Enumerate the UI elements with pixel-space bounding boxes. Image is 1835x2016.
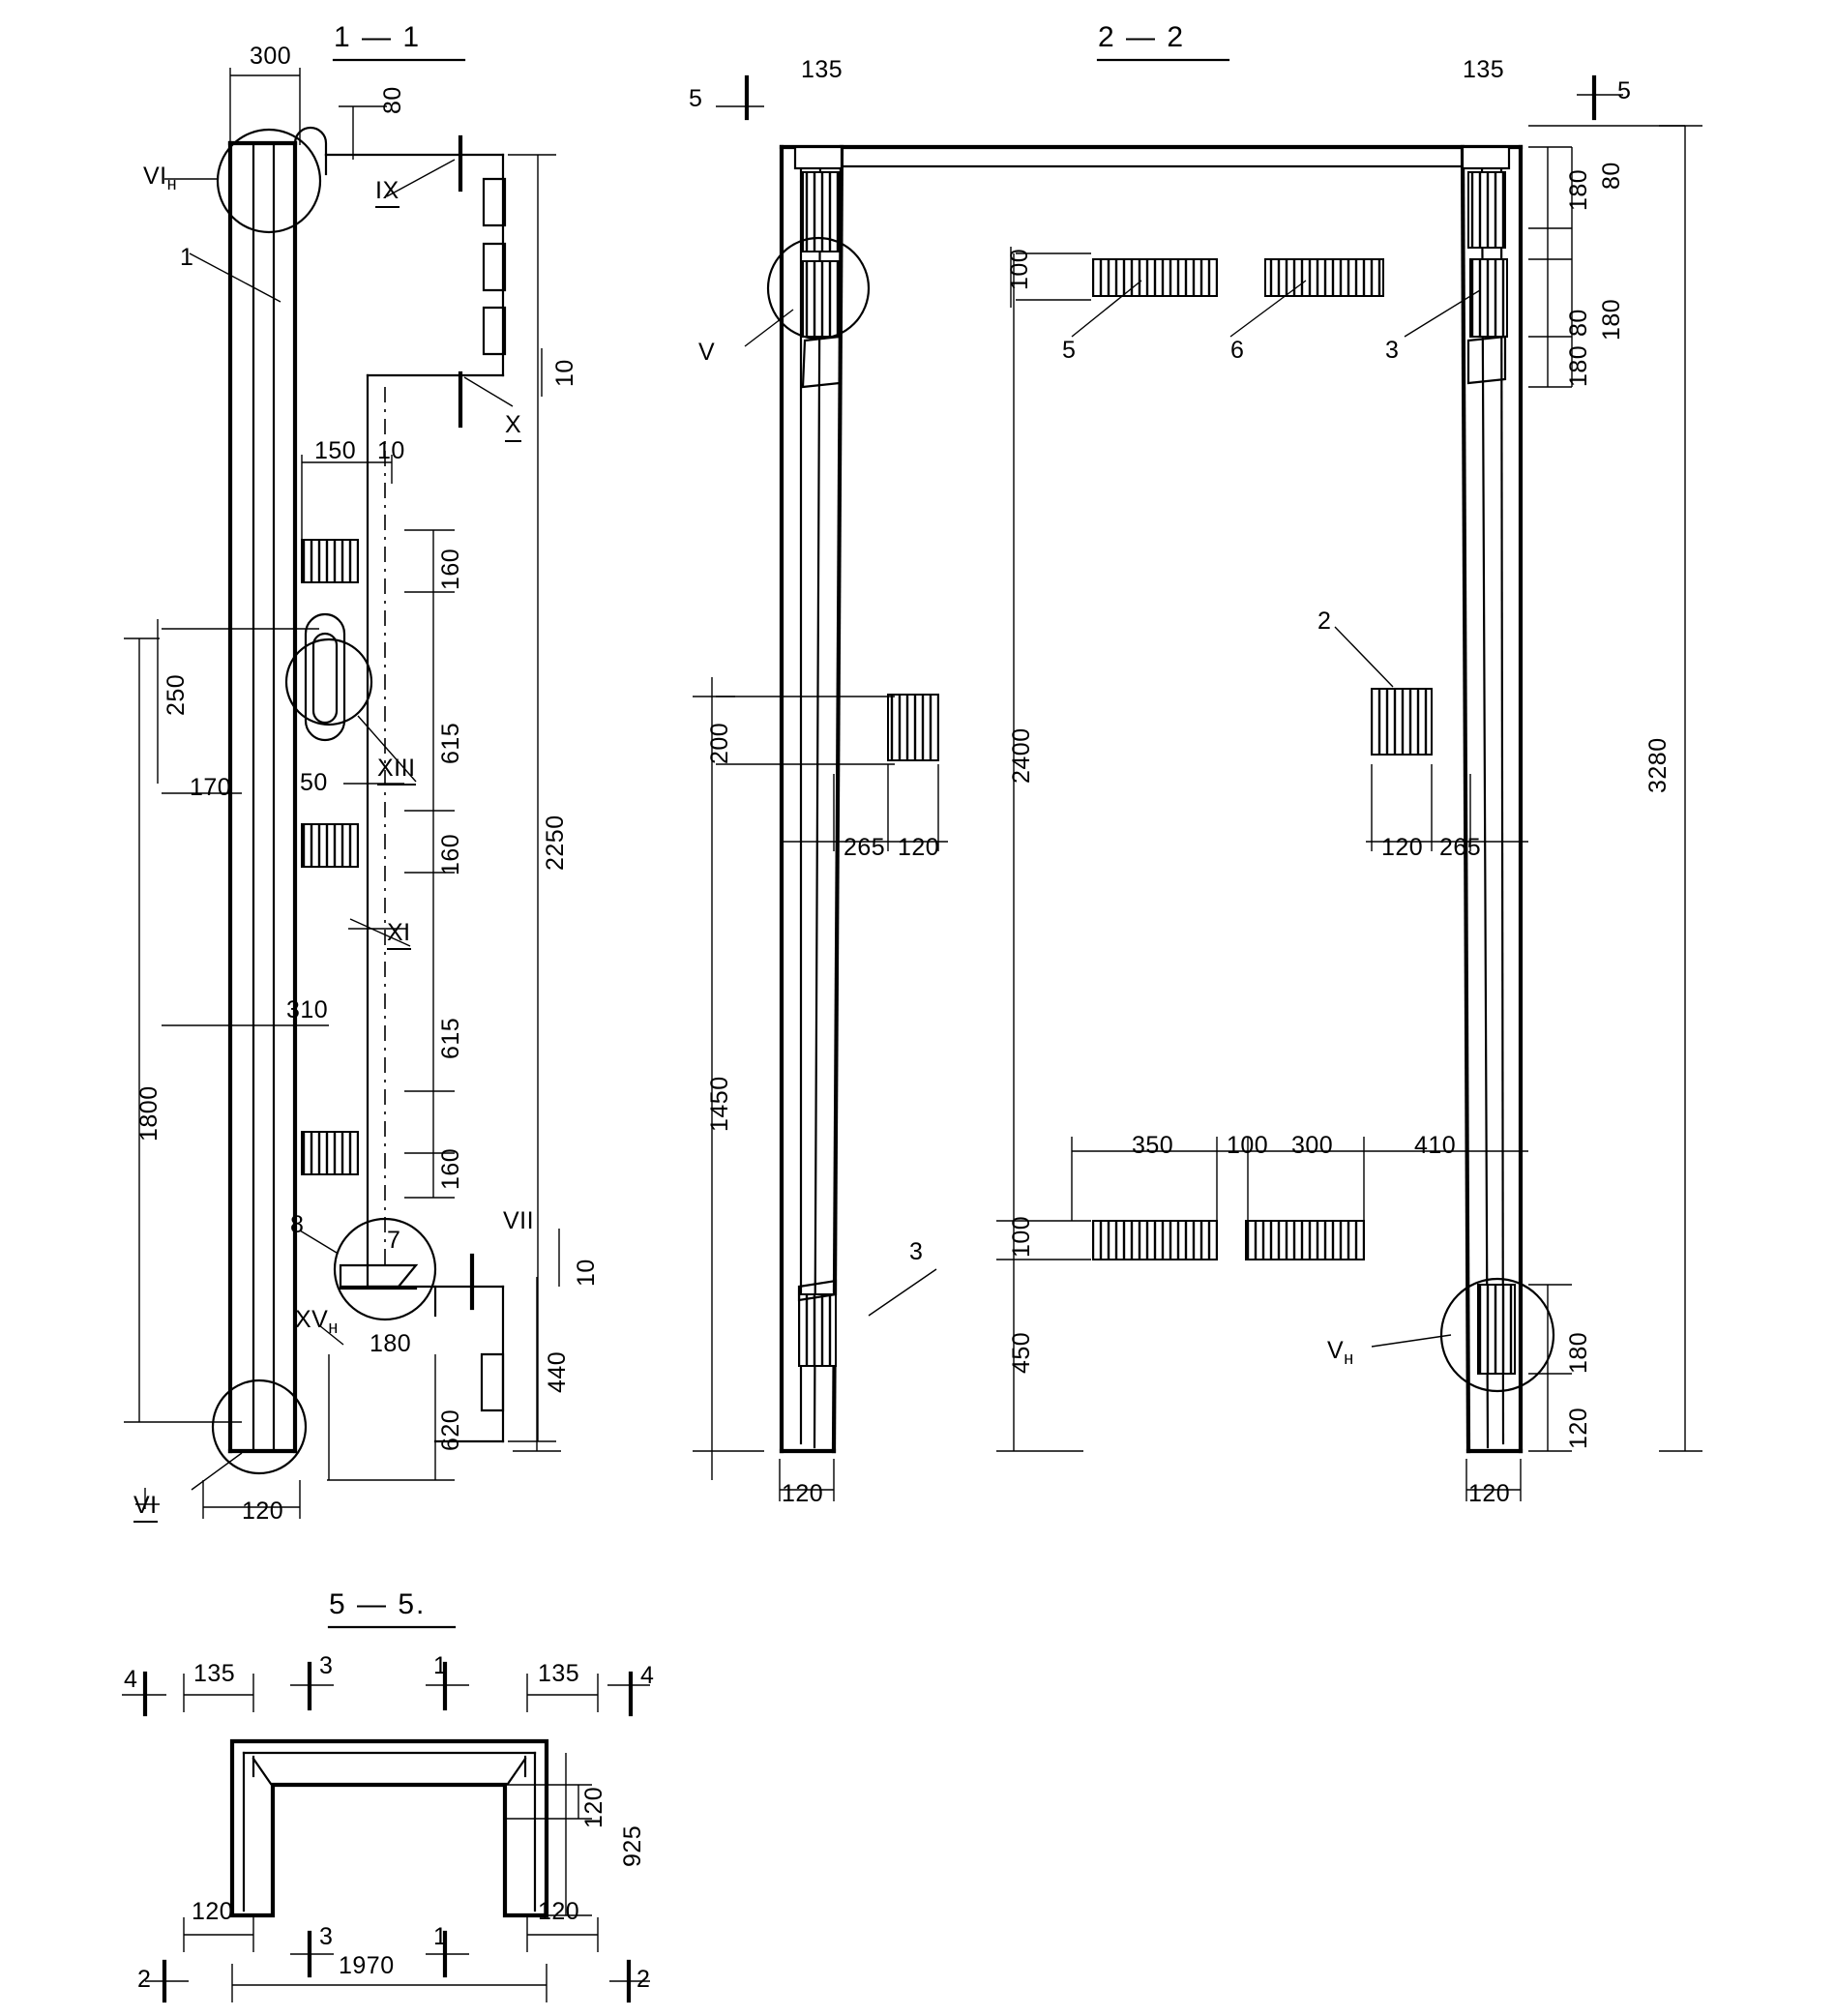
mark-4-right: 4	[640, 1662, 655, 1689]
dim-1-1-offset-10: 10	[377, 437, 405, 464]
dim-1-1-flange-top: 80	[379, 86, 406, 114]
dim-5-5-base-120-right: 120	[538, 1898, 580, 1925]
dim-2-2-mid-265-right: 265	[1439, 834, 1482, 861]
dim-2-2-left-100-top: 100	[1006, 248, 1033, 290]
dim-2-2-right-180-b: 180	[1598, 298, 1625, 341]
dim-1-1-left-250: 250	[163, 673, 190, 716]
dim-2-2-left-450: 450	[1008, 1331, 1035, 1374]
mark-3-top: 3	[319, 1652, 334, 1679]
part-number-3-top: 3	[1385, 337, 1400, 364]
dim-1-1-pitch-160-c: 160	[437, 1147, 464, 1190]
dim-1-1-gap-right-lower: 10	[573, 1259, 600, 1287]
mark-2-left: 2	[137, 1966, 152, 1993]
mark-1-top: 1	[433, 1652, 448, 1679]
part-number-1: 1	[180, 244, 194, 271]
dim-5-5-height-925: 925	[619, 1824, 646, 1867]
mark-3-bottom: 3	[319, 1923, 334, 1950]
dim-1-1-width-top: 300	[250, 43, 292, 70]
mark-Vn: $V_н$	[1327, 1337, 1354, 1368]
dim-1-1-bottom-180: 180	[370, 1330, 412, 1357]
dim-2-2-mid-120-right: 120	[1381, 834, 1424, 861]
dim-2-2-left-2400: 2400	[1008, 727, 1035, 784]
dim-1-1-pitch-160-a: 160	[437, 548, 464, 590]
part-number-3-bottom: 3	[909, 1238, 924, 1265]
section-title-2-2: 2 — 2	[1098, 21, 1186, 53]
dim-2-2-row-100: 100	[1227, 1132, 1269, 1159]
mark-VI: VI	[133, 1492, 158, 1523]
dim-5-5-left-135: 135	[193, 1660, 236, 1687]
dim-1-1-pitch-160-b: 160	[437, 833, 464, 875]
dim-2-2-base-120-right: 120	[1468, 1480, 1511, 1507]
dim-2-2-left-135: 135	[801, 56, 844, 83]
dim-2-2-right-135: 135	[1463, 56, 1505, 83]
view-2-2-geometry	[693, 60, 1702, 1501]
mark-5-left: 5	[689, 85, 703, 112]
part-number-2: 2	[1317, 608, 1332, 635]
dim-1-1-left-170: 170	[190, 774, 232, 801]
dim-2-2-total-3280: 3280	[1644, 737, 1672, 793]
dim-1-1-offset-150: 150	[314, 437, 357, 464]
dim-5-5-base-120-left: 120	[192, 1898, 234, 1925]
dim-1-1-bottom-440: 440	[544, 1350, 571, 1393]
mark-VII: VII	[503, 1207, 535, 1234]
dim-1-1-total-2250: 2250	[542, 815, 569, 871]
dim-1-1-pitch-615-a: 615	[437, 722, 464, 764]
dim-1-1-bottom-620: 620	[437, 1408, 464, 1451]
dim-2-2-left-200: 200	[706, 722, 733, 764]
dim-2-2-right-180-a: 180	[1565, 168, 1592, 211]
part-number-8: 8	[290, 1211, 305, 1238]
mark-IX: IX	[375, 177, 400, 208]
mark-XVn: $XV_н$	[295, 1306, 339, 1337]
dim-1-1-bottom-120: 120	[242, 1497, 284, 1525]
dim-1-1-left-1800: 1800	[135, 1085, 163, 1141]
dim-2-2-mid-120-left: 120	[898, 834, 940, 861]
dim-2-2-right-120: 120	[1565, 1407, 1592, 1449]
dim-5-5-wall-120-right: 120	[580, 1786, 607, 1828]
mark-VIn: $VI_н$	[143, 163, 178, 193]
dim-2-2-mid-265-left: 265	[844, 834, 886, 861]
dim-2-2-left-100-bottom: 100	[1008, 1215, 1035, 1258]
mark-4-left: 4	[124, 1666, 138, 1693]
mark-XI: XI	[387, 919, 411, 950]
part-number-5: 5	[1062, 337, 1077, 364]
dim-2-2-base-120-left: 120	[782, 1480, 824, 1507]
dim-2-2-right-180-c: 180	[1565, 344, 1592, 387]
mark-1-bottom: 1	[433, 1923, 448, 1950]
dim-2-2-right-80-a: 80	[1598, 162, 1625, 190]
dim-2-2-row-350: 350	[1132, 1132, 1174, 1159]
mark-5-right: 5	[1617, 77, 1632, 104]
dim-5-5-right-135: 135	[538, 1660, 580, 1687]
dim-2-2-right-180-d: 180	[1565, 1331, 1592, 1374]
dim-2-2-row-410: 410	[1414, 1132, 1457, 1159]
mark-2-right: 2	[636, 1966, 651, 1993]
dim-1-1-gap-right-upper: 10	[551, 359, 578, 387]
dim-2-2-right-80-b: 80	[1565, 309, 1592, 337]
part-number-6: 6	[1230, 337, 1245, 364]
dim-1-1-detail-50: 50	[300, 769, 328, 796]
dim-5-5-width-1970: 1970	[339, 1952, 395, 1979]
section-title-5-5: 5 — 5.	[329, 1588, 427, 1620]
dim-1-1-left-310: 310	[286, 996, 329, 1023]
dim-1-1-pitch-615-b: 615	[437, 1017, 464, 1059]
dim-2-2-row-300: 300	[1291, 1132, 1334, 1159]
mark-XIII: XIII	[377, 755, 416, 786]
part-number-7: 7	[387, 1227, 401, 1254]
dim-2-2-left-1450: 1450	[706, 1076, 733, 1132]
mark-X: X	[505, 411, 521, 442]
section-title-1-1: 1 — 1	[334, 21, 422, 53]
mark-V: V	[698, 339, 716, 366]
